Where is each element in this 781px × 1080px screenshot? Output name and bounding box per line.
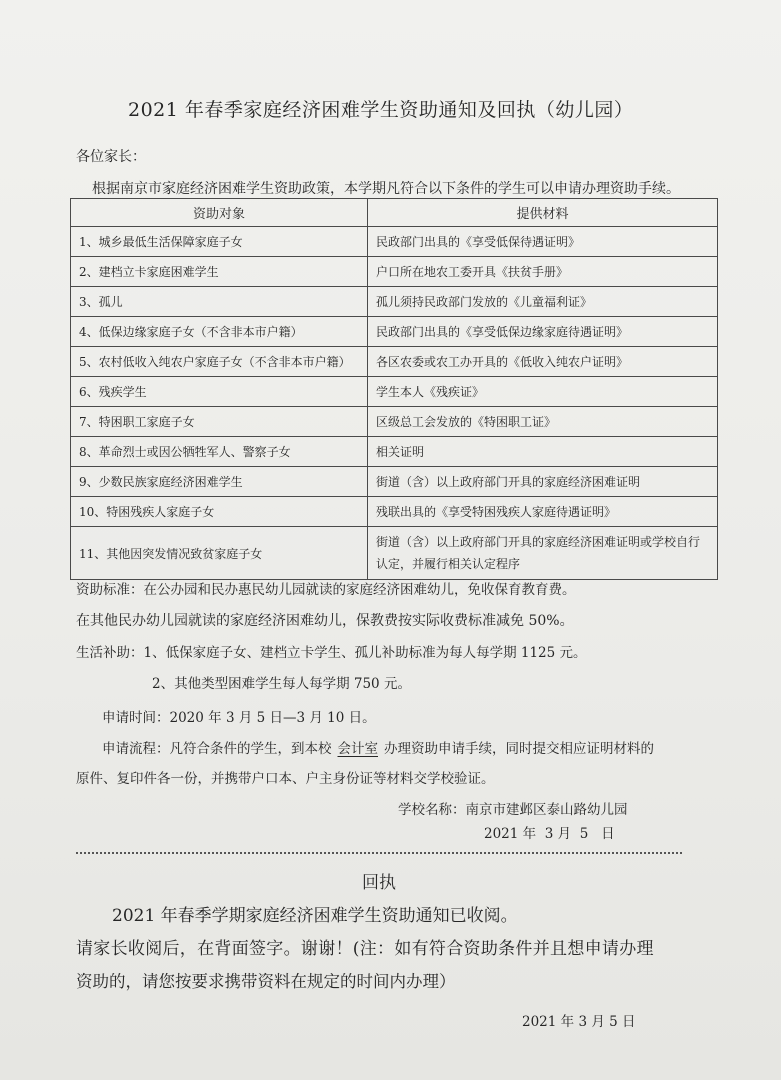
material-cell: 各区农委或农工办开具的《低收入纯农户证明》	[368, 347, 718, 377]
table-row	[71, 407, 718, 437]
material-cell	[368, 527, 718, 580]
table-row	[71, 287, 718, 317]
support-table	[70, 198, 718, 580]
table-row	[71, 497, 718, 527]
target-cell: 1、城乡最低生活保障家庭子女	[71, 227, 368, 257]
receipt-heading: 回执	[362, 873, 396, 893]
process-prefix: 申请流程：凡符合条件的学生，到本校	[102, 741, 332, 757]
target-cell: 11、其他因突发情况致贫家庭子女	[71, 527, 368, 580]
target-cell: 7、特困职工家庭子女	[71, 407, 368, 437]
table-row	[71, 437, 718, 467]
school-name: 学校名称：南京市建邺区泰山路幼儿园	[398, 802, 628, 818]
material-cell: 残联出具的《享受特困残疾人家庭待遇证明》	[368, 497, 718, 527]
material-cell: 民政部门出具的《享受低保边缘家庭待遇证明》	[368, 317, 718, 347]
table-row	[71, 527, 718, 580]
cut-line-divider	[76, 852, 682, 854]
table-row	[71, 467, 718, 497]
material-line-2: 认定，并履行相关认定程序	[376, 557, 521, 571]
material-line-1: 街道（含）以上政府部门开具的家庭经济困难证明或学校自行	[376, 535, 701, 549]
table-row	[71, 377, 718, 407]
greeting: 各位家长：	[76, 149, 146, 165]
header-material: 提供材料	[368, 199, 718, 227]
process-line-2: 原件、复印件各一份，并携带户口本、户主身份证等材料交学校验证。	[76, 771, 495, 787]
receipt-date: 2021 年 3 月 5 日	[522, 1014, 636, 1030]
target-cell: 9、少数民族家庭经济困难学生	[71, 467, 368, 497]
apply-time: 申请时间：2020 年 3 月 5 日—3 月 10 日。	[102, 710, 376, 726]
material-cell: 民政部门出具的《享受低保待遇证明》	[368, 227, 718, 257]
target-cell: 6、残疾学生	[71, 377, 368, 407]
target-cell: 4、低保边缘家庭子女（不含非本市户籍）	[71, 317, 368, 347]
subsidy-line-2: 2、其他类型困难学生每人每学期 750 元。	[152, 676, 411, 692]
receipt-note-line-2: 资助的，请您按要求携带资料在规定的时间内办理）	[76, 972, 456, 991]
table-row	[71, 317, 718, 347]
target-cell: 2、建档立卡家庭困难学生	[71, 257, 368, 287]
receipt-ack: 2021 年春季学期家庭经济困难学生资助通知已收阅。	[112, 906, 518, 926]
receipt-note-line-1: 请家长收阅后，在背面签字。谢谢！(注：如有符合资助条件并且想申请办理	[76, 939, 654, 959]
table-row	[71, 227, 718, 257]
table-row	[71, 347, 718, 377]
notice-date: 2021 年 3 月 5 日	[484, 826, 615, 842]
process-line-1	[102, 737, 654, 757]
target-cell: 8、革命烈士或因公牺牲军人、警察子女	[71, 437, 368, 467]
document-title: 2021 年春季家庭经济困难学生资助通知及回执（幼儿园）	[128, 99, 634, 121]
target-cell: 5、农村低收入纯农户家庭子女（不含非本市户籍）	[71, 347, 368, 377]
process-place: 会计室	[337, 741, 378, 757]
standard-line-1: 资助标准：在公办园和民办惠民幼儿园就读的家庭经济困难幼儿，免收保育教育费。	[76, 582, 576, 598]
standard-line-2: 在其他民办幼儿园就读的家庭经济困难幼儿，保教费按实际收费标准减免 50%。	[76, 613, 574, 629]
material-cell: 街道（含）以上政府部门开具的家庭经济困难证明	[368, 467, 718, 497]
process-suffix: 办理资助申请手续，同时提交相应证明材料的	[384, 741, 654, 757]
target-cell: 10、特困残疾人家庭子女	[71, 497, 368, 527]
table-row	[71, 257, 718, 287]
material-cell: 相关证明	[368, 437, 718, 467]
material-cell: 学生本人《残疾证》	[368, 377, 718, 407]
material-cell: 区级总工会发放的《特困职工证》	[368, 407, 718, 437]
intro-paragraph: 根据南京市家庭经济困难学生资助政策，本学期凡符合以下条件的学生可以申请办理资助手续。	[92, 181, 680, 197]
subsidy-line-1: 生活补助：1、低保家庭子女、建档立卡学生、孤儿补助标准为每人每学期 1125 元。	[76, 645, 587, 661]
material-cell: 户口所在地农工委开具《扶贫手册》	[368, 257, 718, 287]
material-cell: 孤儿须持民政部门发放的《儿童福利证》	[368, 287, 718, 317]
header-target: 资助对象	[71, 199, 368, 227]
target-cell: 3、孤儿	[71, 287, 368, 317]
table-header-row	[71, 199, 718, 227]
